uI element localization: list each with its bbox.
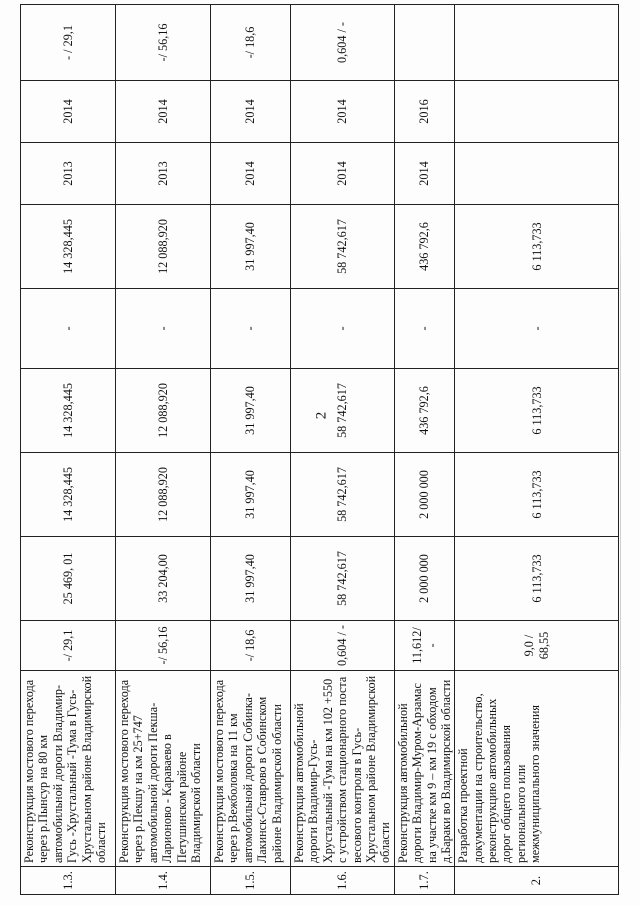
end-year-cell: 2014 (21, 81, 116, 143)
funding-total-cell: 58 742,617 (291, 205, 395, 289)
object-name: Реконструкция автомобильной дороги Владимир-Гусь-Хрустальный -Тума на км 102 +550 с устройством стационарного поста весового контроля в Гусь-Хрустальном районе Владимирской области (291, 671, 395, 867)
row-number: 1.7. (394, 867, 455, 895)
capacity-cell: 11,612/ - (394, 621, 455, 671)
funding-total-cell: 14 328,445 (21, 205, 116, 289)
start-year-cell: 2014 (291, 143, 395, 205)
page-number: 2 (313, 411, 330, 420)
object-name: Реконструкция мостового перехода через р.Пекшу на км 25+747 автомобильной дороги Пекша-Ларионово - Караваево в Петушинском районе Владимирской области (116, 671, 211, 867)
table-row (455, 5, 619, 895)
federal-budget-cell: - (211, 289, 291, 369)
funding-total-cell: 31 997,40 (211, 205, 291, 289)
estimated-cost-cell: 25 469, 01 (21, 537, 116, 621)
commissioning-cell (455, 5, 619, 81)
end-year-cell (455, 81, 619, 143)
capacity-cell: -/ 29,1 (21, 621, 116, 671)
capacity-cell: 0,604 / - (291, 621, 395, 671)
object-name: Разработка проектной документации на строительство, реконструкцию автомобильных дорог общего пользования регионального или межмуниципального значения (455, 671, 619, 867)
regional-budget-cell: 436 792,6 (394, 369, 455, 453)
commissioning-cell (394, 5, 455, 81)
start-year-cell: 2013 (116, 143, 211, 205)
row-number: 1.3. (21, 867, 116, 895)
table-row (21, 5, 116, 895)
scan-artifact-line (620, 190, 621, 770)
funding-total-cell: 436 792,6 (394, 205, 455, 289)
cost-cell: 14 328,445 (21, 453, 116, 537)
cost-cell: 58 742,617 (291, 453, 395, 537)
start-year-cell: 2014 (211, 143, 291, 205)
end-year-cell: 2016 (394, 81, 455, 143)
cost-cell: 2 000 000 (394, 453, 455, 537)
estimated-cost-cell: 31 997,40 (211, 537, 291, 621)
capacity-cell: -/ 18,6 (211, 621, 291, 671)
cost-cell: 31 997,40 (211, 453, 291, 537)
commissioning-cell: - / 29,1 (21, 5, 116, 81)
regional-budget-cell: 6 113,733 (455, 369, 619, 453)
regional-budget-cell: 12 088,920 (116, 369, 211, 453)
object-name: Реконструкция мостового перехода через р.Пынсур на 80 км автомобильной дороги Владимир-Гусь -Хрустальный -Тума в Гусь-Хрустальном районе Владимирской области (21, 671, 116, 867)
table-row (116, 5, 211, 895)
object-name: Реконструкция автомобильной дороги Владимир-Муром-Арзамас на участке км 9 – км 19 с обходом д.Бараки во Владимирской области (394, 671, 455, 867)
row-number: 1.4. (116, 867, 211, 895)
row-number: 2. (455, 867, 619, 895)
commissioning-cell: 0,604 / - (291, 5, 395, 81)
federal-budget-cell: - (116, 289, 211, 369)
row-number: 1.6. (291, 867, 395, 895)
table-row (394, 5, 455, 895)
funding-total-cell: 6 113,733 (455, 205, 619, 289)
object-name: Реконструкция мостового перехода через р.Вежболовка на 11 км автомобильной дороги Собинка-Лакинск-Ставрово в Собинском районе Владимирской области (211, 671, 291, 867)
estimated-cost-cell: 6 113,733 (455, 537, 619, 621)
cost-cell: 6 113,733 (455, 453, 619, 537)
start-year-cell: 2013 (21, 143, 116, 205)
table-row (291, 5, 395, 895)
estimated-cost-cell: 58 742,617 (291, 537, 395, 621)
estimated-cost-cell: 2 000 000 (394, 537, 455, 621)
start-year-cell: 2014 (394, 143, 455, 205)
federal-budget-cell: - (291, 289, 395, 369)
capacity-cell: -/ 56,16 (116, 621, 211, 671)
regional-budget-cell: 14 328,445 (21, 369, 116, 453)
regional-budget-cell: 58 742,617 (291, 369, 395, 453)
federal-budget-cell: - (455, 289, 619, 369)
federal-budget-cell: - (21, 289, 116, 369)
regional-budget-cell: 31 997,40 (211, 369, 291, 453)
estimated-cost-cell: 33 204,00 (116, 537, 211, 621)
end-year-cell: 2014 (211, 81, 291, 143)
end-year-cell: 2014 (291, 81, 395, 143)
commissioning-cell: -/ 18,6 (211, 5, 291, 81)
rotated-table-container (20, 5, 610, 895)
end-year-cell: 2014 (116, 81, 211, 143)
table-row (211, 5, 291, 895)
federal-budget-cell: - (394, 289, 455, 369)
start-year-cell (455, 143, 619, 205)
commissioning-cell: -/ 56,16 (116, 5, 211, 81)
objects-table (20, 4, 619, 895)
funding-total-cell: 12 088,920 (116, 205, 211, 289)
capacity-cell: 9,0 / 68,55 (455, 621, 619, 671)
row-number: 1.5. (211, 867, 291, 895)
cost-cell: 12 088,920 (116, 453, 211, 537)
